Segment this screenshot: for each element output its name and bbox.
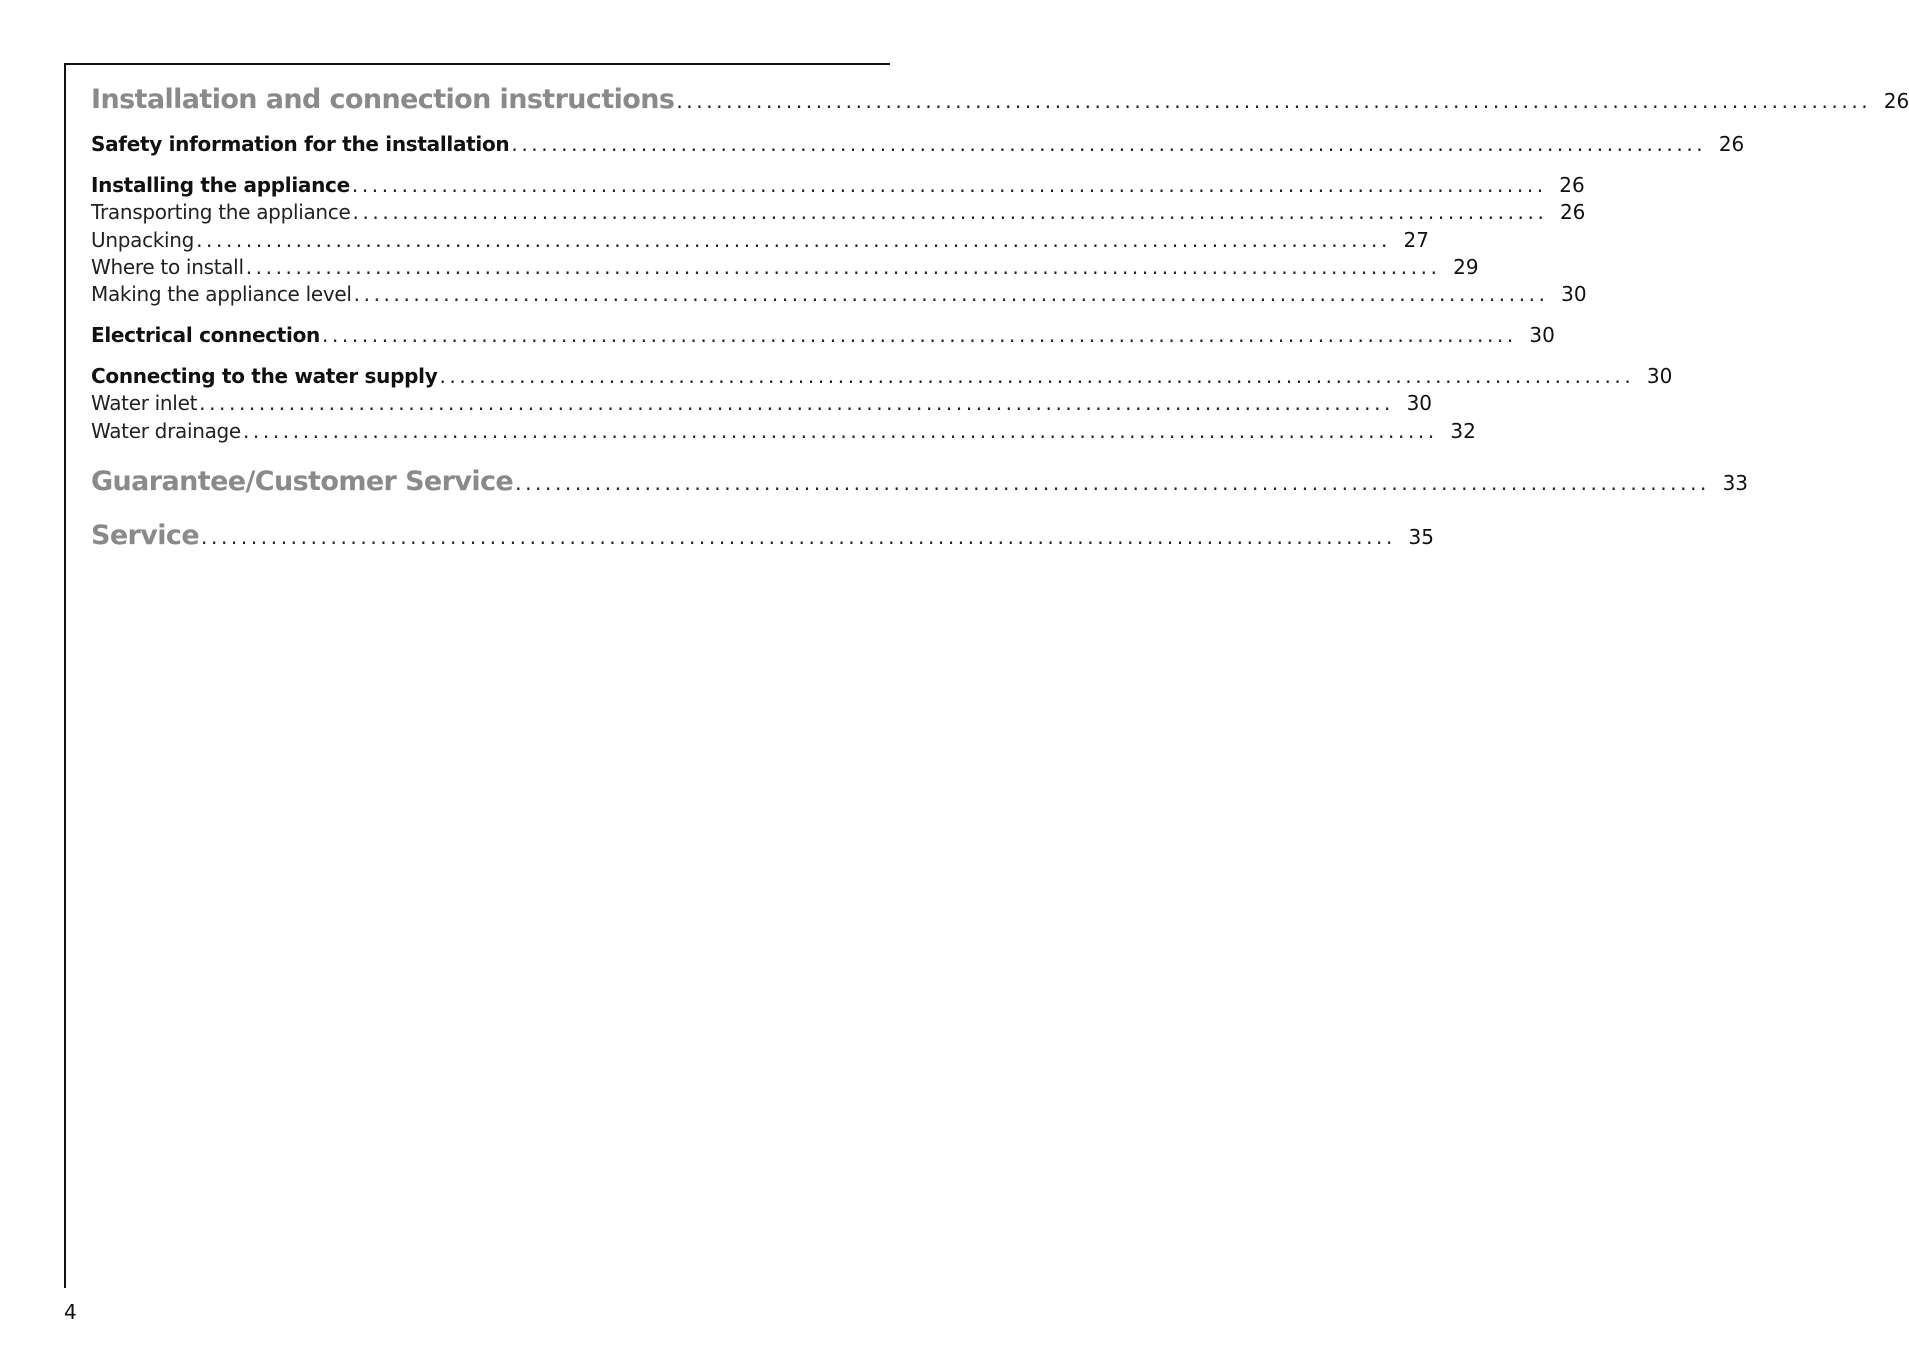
page-number: 4 — [64, 1300, 77, 1324]
toc-entry-page: 30 — [1646, 364, 1673, 388]
toc-entry-page: 26 — [1883, 89, 1909, 113]
toc-leader-dots: ........................................................................................................................ — [321, 323, 1517, 347]
toc-leader-dots: ........................................................................................................................ — [242, 419, 1438, 443]
toc-entry-guarantee-customer-service[interactable] — [91, 466, 1749, 497]
toc-leader-dots: ........................................................................................................................ — [353, 282, 1549, 306]
frame-top-rule — [64, 63, 890, 65]
toc-entry-page: 29 — [1453, 255, 1479, 279]
toc-entry-title: Water drainage — [91, 419, 241, 443]
toc-entry-title: Guarantee/Customer Service — [91, 466, 514, 497]
toc-entry-safety-information[interactable] — [91, 132, 1745, 156]
toc-entry-title: Unpacking — [91, 228, 195, 252]
toc-entry-page: 30 — [1561, 282, 1587, 306]
toc-entry-page: 32 — [1450, 419, 1476, 443]
toc-entry-title: Service — [91, 520, 200, 551]
toc-entry-page: 26 — [1559, 200, 1586, 224]
toc-entry-page: 26 — [1559, 173, 1585, 197]
toc-entry-title: Installing the appliance — [91, 173, 350, 197]
toc-entry-transporting[interactable] — [91, 200, 1586, 224]
toc-entry-page: 30 — [1529, 323, 1555, 347]
toc-entry-connecting-water-supply[interactable] — [91, 364, 1673, 388]
toc-entry-page: 33 — [1722, 471, 1749, 495]
toc-entry-installation-and-connection[interactable] — [91, 84, 1909, 115]
toc-leader-dots: ........................................................................................................................ — [439, 364, 1635, 388]
toc-entry-electrical-connection[interactable] — [91, 323, 1555, 347]
toc-entry-service[interactable] — [91, 520, 1434, 551]
toc-entry-water-inlet[interactable] — [91, 391, 1433, 415]
toc-entry-title: Where to install — [91, 255, 244, 279]
toc-leader-dots: ........................................................................................................................ — [351, 173, 1547, 197]
toc-entry-title: Electrical connection — [91, 323, 320, 347]
toc-entry-title: Water inlet — [91, 391, 198, 415]
toc-entry-page: 30 — [1406, 391, 1433, 415]
toc-entry-installing-the-appliance[interactable] — [91, 173, 1585, 197]
toc-entry-title: Installation and connection instructions — [91, 84, 675, 115]
toc-leader-dots: ........................................................................................................................ — [201, 525, 1396, 549]
toc-leader-dots: ........................................................................................................................ — [245, 255, 1441, 279]
toc-leader-dots: ........................................................................................................................ — [352, 200, 1548, 224]
toc-entry-making-level[interactable] — [91, 282, 1587, 306]
toc-entry-page: 26 — [1718, 132, 1745, 156]
toc-entry-page: 27 — [1403, 228, 1429, 252]
toc-entry-water-drainage[interactable] — [91, 419, 1476, 443]
toc-entry-page: 35 — [1408, 525, 1434, 549]
toc-entry-title: Making the appliance level — [91, 282, 352, 306]
toc-entry-title: Transporting the appliance — [91, 200, 351, 224]
toc-entry-where-to-install[interactable] — [91, 255, 1479, 279]
toc-leader-dots: ........................................................................................................................ — [196, 228, 1391, 252]
toc-leader-dots: ........................................................................................................................ — [511, 132, 1707, 156]
toc-entry-title: Connecting to the water supply — [91, 364, 438, 388]
toc-leader-dots: ........................................................................................................................ — [515, 471, 1711, 495]
toc-entry-unpacking[interactable] — [91, 228, 1429, 252]
frame-left-rule — [64, 63, 66, 1288]
toc-leader-dots: ........................................................................................................................ — [676, 89, 1872, 113]
toc-leader-dots: ........................................................................................................................ — [199, 391, 1395, 415]
toc-entry-title: Safety information for the installation — [91, 132, 510, 156]
